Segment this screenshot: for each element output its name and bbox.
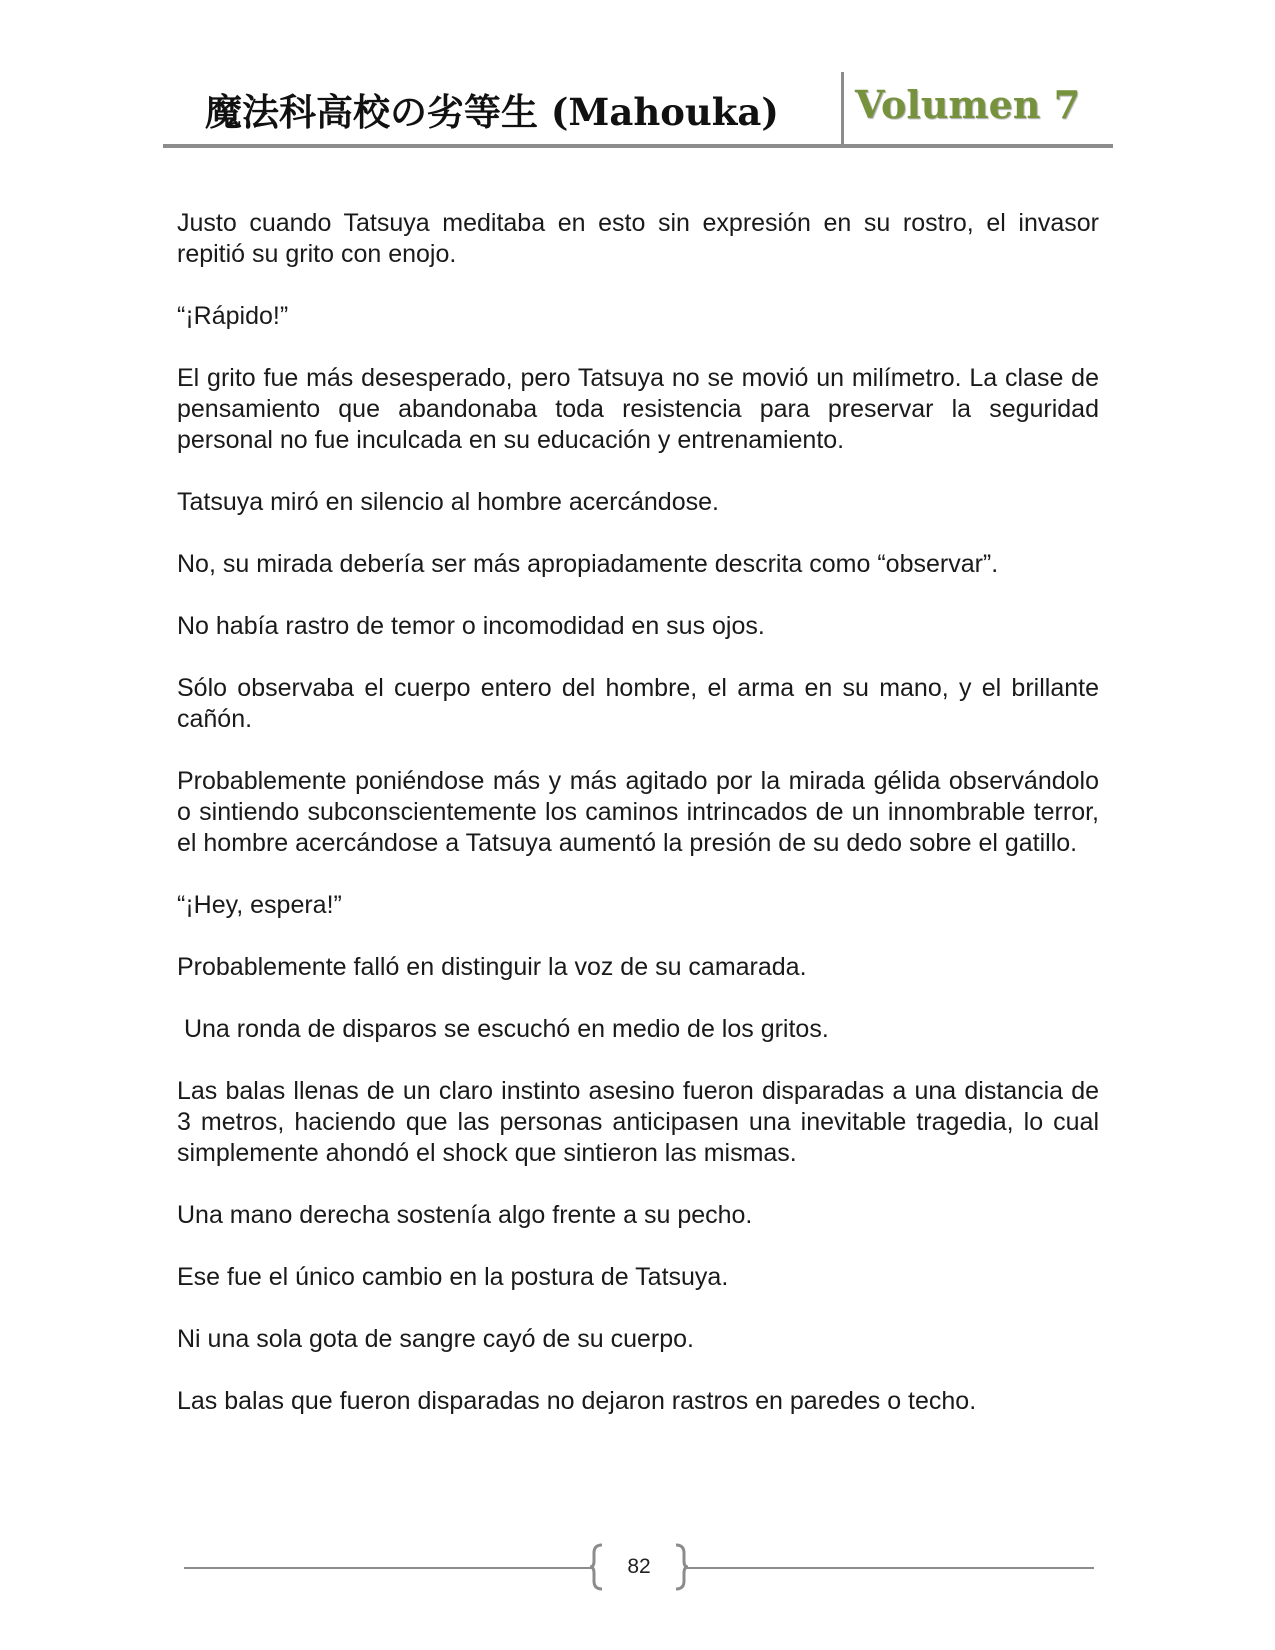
paragraph: Las balas llenas de un claro instinto asesino fueron disparadas a una distancia de 3 metros, haciendo que las personas anticipasen una inevitable tragedia, lo cual simplemente ahondó el shock que sintieron las mismas. [177,1077,1099,1167]
paragraph: Una ronda de disparos se escuchó en medio de los gritos. [177,1015,829,1043]
paragraph: “¡Rápido!” [177,302,289,330]
page-footer [184,1543,1094,1593]
paragraph: El grito fue más desesperado, pero Tatsuya no se movió un milímetro. La clase de pensamiento que abandonaba toda resistencia para preservar la seguridad personal no fue inculcada en su educación y entrenamiento. [177,364,1099,454]
header-rule [163,144,1113,148]
volume-label: Volumen 7 [855,82,1081,127]
paragraph: Justo cuando Tatsuya meditaba en esto sin expresión en su rostro, el invasor repitió su grito con enojo. [177,209,1099,268]
paragraph: Las balas que fueron disparadas no dejaron rastros en paredes o techo. [177,1387,977,1415]
paragraph: Probablemente poniéndose más y más agitado por la mirada gélida observándolo o sintiendo subconscientemente los caminos intrincados de un innombrable terror, el hombre acercándose a Tatsuya aumentó la presión de su dedo sobre el gatillo. [177,767,1099,857]
book-title: 魔法科高校の劣等生 (Mahouka) [205,90,779,134]
footer-rule-left [184,1567,592,1569]
paragraph: “¡Hey, espera!” [177,891,342,919]
paragraph: Ese fue el único cambio en la postura de Tatsuya. [177,1263,729,1291]
paragraph: No, su mirada debería ser más apropiadamente descrita como “observar”. [177,550,999,578]
footer-rule-right [684,1567,1094,1569]
header-divider [841,72,844,146]
paragraph: Probablemente falló en distinguir la voz de su camarada. [177,953,807,981]
paragraph: Tatsuya miró en silencio al hombre acercándose. [177,488,719,516]
page-number: 82 [627,1555,651,1578]
paragraph: Una mano derecha sostenía algo frente a su pecho. [177,1201,753,1229]
paragraph: No había rastro de temor o incomodidad en sus ojos. [177,612,765,640]
paragraph: Ni una sola gota de sangre cayó de su cuerpo. [177,1325,695,1353]
page-header [163,72,1113,148]
paragraph: Sólo observaba el cuerpo entero del hombre, el arma en su mano, y el brillante cañón. [177,674,1099,733]
chapter-text [177,208,1099,1448]
